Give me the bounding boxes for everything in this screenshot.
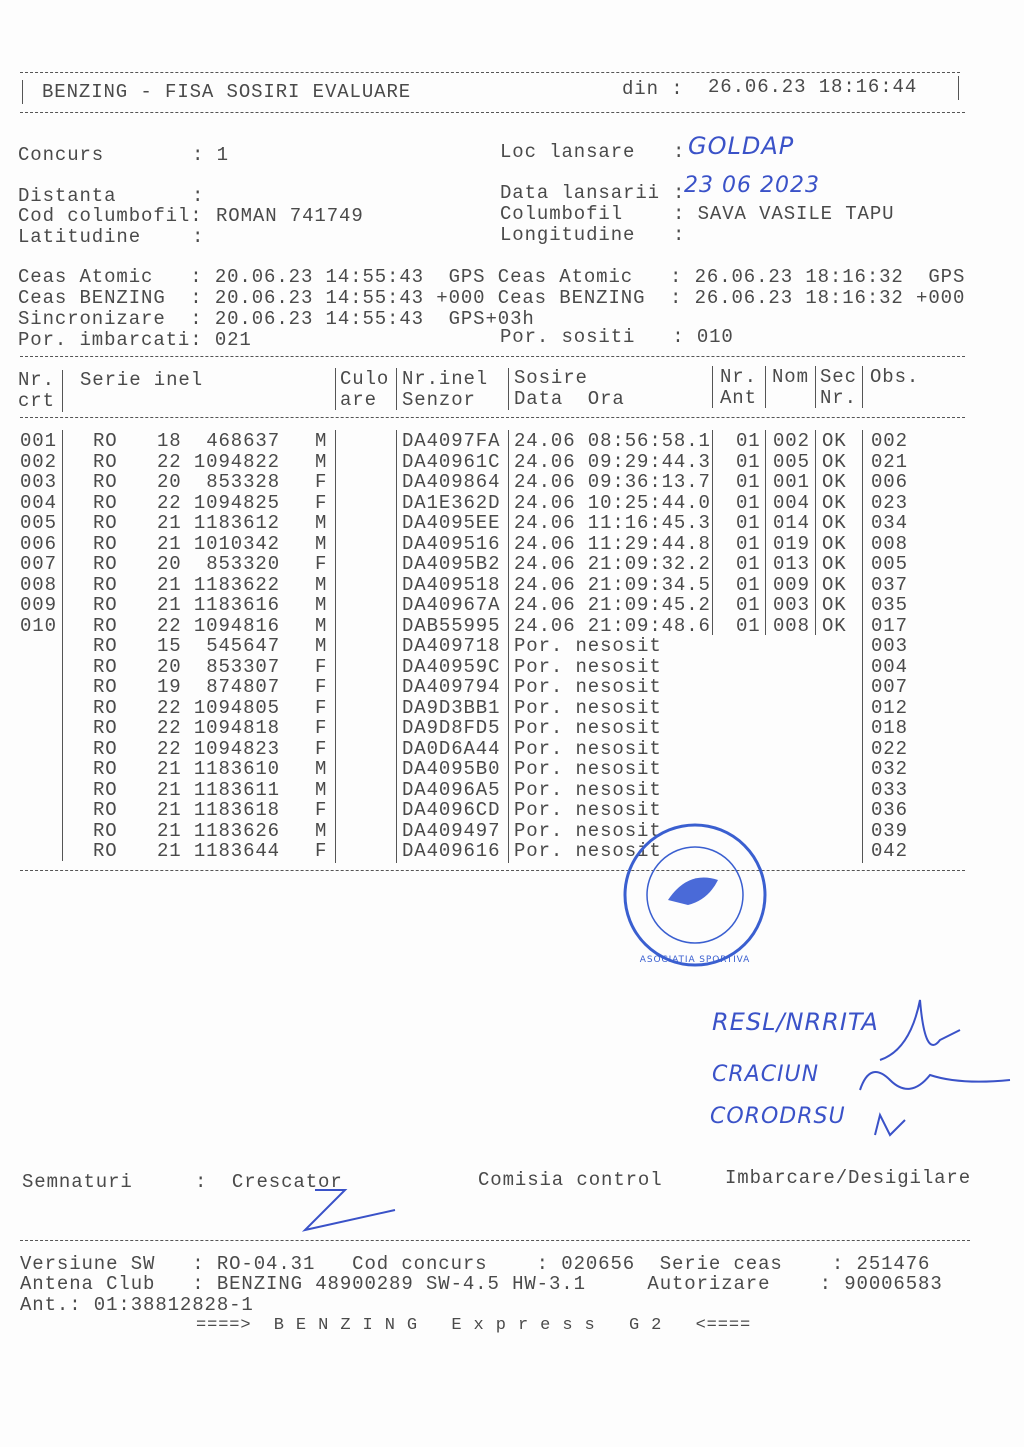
column-divider bbox=[765, 366, 766, 408]
table-cell: RO bbox=[93, 491, 118, 514]
colon: : bbox=[673, 224, 686, 246]
signatures-drawn bbox=[820, 960, 1020, 1160]
table-cell: OK bbox=[822, 614, 847, 637]
table-cell: 1094822 bbox=[193, 450, 280, 473]
table-cell: 24.06 10:25:44.0 bbox=[514, 491, 711, 514]
table-cell: 1094823 bbox=[193, 737, 280, 760]
por-sositi: Por. sositi : 010 bbox=[500, 326, 734, 348]
table-cell: OK bbox=[822, 553, 847, 575]
colon: : bbox=[673, 141, 686, 163]
table-cell: 18 bbox=[157, 430, 182, 452]
table-cell: DA40959C bbox=[402, 655, 501, 678]
header-data-ora: Data Ora bbox=[514, 388, 625, 410]
loc-handwritten: GOLDAP bbox=[688, 132, 795, 160]
table-cell: DA4095EE bbox=[402, 512, 501, 534]
table-cell: DA4097FA bbox=[402, 430, 501, 452]
header-senzor: Senzor bbox=[402, 389, 476, 411]
table-cell: 017 bbox=[871, 614, 908, 637]
column-divider bbox=[765, 430, 766, 635]
table-cell: F bbox=[315, 696, 328, 719]
table-cell: M bbox=[315, 758, 328, 780]
divider bbox=[20, 112, 965, 113]
handwritten-name-2: CRACIUN bbox=[712, 1062, 820, 1087]
footer-line-3: Ant.: 01:38812828-1 bbox=[20, 1294, 254, 1316]
table-cell: Por. nesosit bbox=[514, 840, 662, 862]
table-cell: F bbox=[315, 676, 328, 698]
table-cell: Por. nesosit bbox=[514, 778, 662, 801]
table-cell: F bbox=[315, 737, 328, 760]
table-cell: 1183616 bbox=[193, 594, 280, 616]
table-cell: OK bbox=[822, 471, 847, 493]
column-divider bbox=[712, 430, 713, 635]
table-cell: DA9D8FD5 bbox=[402, 717, 501, 739]
table-cell: 21 bbox=[157, 799, 182, 821]
concurs-label: Concurs bbox=[18, 144, 105, 166]
table-cell: 853307 bbox=[206, 655, 280, 678]
table-cell: 002 bbox=[773, 430, 810, 452]
table-cell: 002 bbox=[20, 450, 57, 473]
table-cell: DA409718 bbox=[402, 635, 501, 657]
comisia-label: Comisia control bbox=[478, 1169, 663, 1191]
table-cell: F bbox=[315, 655, 328, 678]
table-cell: 007 bbox=[20, 553, 57, 575]
colon: : bbox=[192, 226, 205, 248]
table-cell: 21 bbox=[157, 840, 182, 862]
table-cell: 24.06 21:09:45.2 bbox=[514, 594, 711, 616]
table-cell: 22 bbox=[157, 614, 182, 637]
table-cell: 24.06 21:09:34.5 bbox=[514, 573, 711, 596]
table-cell: 023 bbox=[871, 491, 908, 514]
header-nr: Nr. bbox=[18, 369, 55, 391]
table-cell: 24.06 21:09:48.6 bbox=[514, 614, 711, 637]
table-cell: 004 bbox=[20, 491, 57, 514]
table-cell: 1183610 bbox=[193, 758, 280, 780]
table-cell: 853320 bbox=[206, 553, 280, 575]
column-divider bbox=[335, 430, 336, 863]
table-cell: 20 bbox=[157, 471, 182, 493]
table-cell: 021 bbox=[871, 450, 908, 473]
svg-text:ASOCIATIA SPORTIVA: ASOCIATIA SPORTIVA bbox=[639, 955, 751, 965]
table-cell: RO bbox=[93, 532, 118, 555]
header-obs: Obs. bbox=[870, 366, 920, 388]
table-cell: 21 bbox=[157, 594, 182, 616]
por-imbarcati: Por. imbarcati: 021 bbox=[18, 329, 252, 351]
column-divider bbox=[62, 370, 63, 412]
table-cell: 1094825 bbox=[193, 491, 280, 514]
table-cell: 1183612 bbox=[193, 512, 280, 534]
table-cell: Por. nesosit bbox=[514, 799, 662, 821]
columbofil-value: : SAVA VASILE TAPU bbox=[673, 203, 895, 225]
table-cell: 22 bbox=[157, 491, 182, 514]
table-cell: DA409516 bbox=[402, 532, 501, 555]
column-divider bbox=[862, 366, 863, 408]
table-cell: 19 bbox=[157, 676, 182, 698]
table-cell: 004 bbox=[773, 491, 810, 514]
table-cell: 013 bbox=[773, 553, 810, 575]
table-cell: RO bbox=[93, 758, 118, 780]
divider bbox=[20, 417, 965, 418]
table-cell: M bbox=[315, 573, 328, 596]
header-serie: Serie inel bbox=[80, 369, 204, 391]
table-cell: OK bbox=[822, 450, 847, 473]
table-cell: 003 bbox=[871, 635, 908, 657]
column-divider bbox=[862, 430, 863, 863]
column-divider bbox=[815, 366, 816, 408]
header-sec: Sec bbox=[820, 366, 857, 388]
header-nr-inel: Nr.inel bbox=[402, 368, 489, 390]
table-cell: 012 bbox=[871, 696, 908, 719]
clock-line-1: Ceas Atomic : 20.06.23 14:55:43 GPS Ceas Atomic : 26.06.23 18:16:32 GPS bbox=[18, 266, 966, 288]
concurs-value: : 1 bbox=[192, 144, 229, 166]
column-divider bbox=[396, 368, 397, 410]
table-cell: 545647 bbox=[206, 635, 280, 657]
divider bbox=[958, 76, 959, 100]
footer-brand: ====> B E N Z I N G E x p r e s s G 2 <==== bbox=[196, 1316, 752, 1335]
long-label: Longitudine bbox=[500, 224, 636, 246]
table-cell: DA1E362D bbox=[402, 491, 501, 514]
table-cell: 22 bbox=[157, 696, 182, 719]
divider bbox=[20, 870, 965, 871]
table-cell: Por. nesosit bbox=[514, 696, 662, 719]
table-cell: RO bbox=[93, 471, 118, 493]
columbofil-label: Columbofil bbox=[500, 203, 624, 225]
table-cell: 24.06 21:09:32.2 bbox=[514, 553, 711, 575]
table-cell: 001 bbox=[773, 471, 810, 493]
table-cell: RO bbox=[93, 430, 118, 452]
table-cell: DA4095B2 bbox=[402, 553, 501, 575]
table-cell: DA409864 bbox=[402, 471, 501, 493]
table-cell: RO bbox=[93, 799, 118, 821]
table-cell: 034 bbox=[871, 512, 908, 534]
table-cell: RO bbox=[93, 594, 118, 616]
table-cell: 008 bbox=[871, 532, 908, 555]
table-cell: 009 bbox=[20, 594, 57, 616]
handwritten-name-1: RESL/NRRITA bbox=[712, 1008, 879, 1036]
table-cell: RO bbox=[93, 840, 118, 862]
table-cell: RO bbox=[93, 512, 118, 534]
cod-label: Cod columbofil: bbox=[18, 205, 203, 227]
table-cell: 032 bbox=[871, 758, 908, 780]
table-cell: 21 bbox=[157, 819, 182, 842]
table-cell: 1094805 bbox=[193, 696, 280, 719]
table-cell: 1094818 bbox=[193, 717, 280, 739]
table-cell: F bbox=[315, 840, 328, 862]
table-cell: 22 bbox=[157, 717, 182, 739]
header-nom: Nom bbox=[772, 366, 809, 388]
header-culoare: Culo bbox=[340, 368, 390, 390]
table-cell: OK bbox=[822, 573, 847, 596]
column-divider bbox=[62, 430, 63, 635]
loc-label: Loc lansare bbox=[500, 141, 636, 163]
table-cell: 01 bbox=[736, 532, 761, 555]
table-cell: F bbox=[315, 491, 328, 514]
table-cell: 1183622 bbox=[193, 573, 280, 596]
table-cell: 008 bbox=[773, 614, 810, 637]
table-cell: 22 bbox=[157, 737, 182, 760]
table-cell: 1183644 bbox=[193, 840, 280, 862]
column-divider bbox=[396, 430, 397, 863]
table-cell: RO bbox=[93, 778, 118, 801]
table-cell: OK bbox=[822, 430, 847, 452]
column-divider bbox=[62, 635, 63, 861]
handwritten-name-3: CORODRSU bbox=[710, 1104, 846, 1129]
table-cell: 1094816 bbox=[193, 614, 280, 637]
column-divider bbox=[335, 368, 336, 410]
footer-line-1: Versiune SW : RO-04.31 Cod concurs : 020656 Serie ceas : 251476 bbox=[20, 1253, 931, 1275]
table-cell: 21 bbox=[157, 532, 182, 555]
table-cell: RO bbox=[93, 737, 118, 760]
table-cell: 24.06 11:29:44.8 bbox=[514, 532, 711, 555]
table-cell: 003 bbox=[773, 594, 810, 616]
table-cell: 01 bbox=[736, 614, 761, 637]
table-cell: M bbox=[315, 594, 328, 616]
table-cell: 01 bbox=[736, 491, 761, 514]
divider bbox=[20, 356, 965, 357]
table-cell: 24.06 09:36:13.7 bbox=[514, 471, 711, 493]
table-cell: DA4096CD bbox=[402, 799, 501, 821]
table-cell: RO bbox=[93, 635, 118, 657]
table-cell: 035 bbox=[871, 594, 908, 616]
table-cell: 21 bbox=[157, 512, 182, 534]
clock-line-2: Ceas BENZING : 20.06.23 14:55:43 +000 Ceas BENZING : 26.06.23 18:16:32 +000 bbox=[18, 287, 966, 309]
table-cell: OK bbox=[822, 512, 847, 534]
table-cell: M bbox=[315, 450, 328, 473]
column-divider bbox=[712, 366, 713, 408]
table-cell: DA40961C bbox=[402, 450, 501, 473]
column-divider bbox=[815, 430, 816, 635]
table-cell: 24.06 09:29:44.3 bbox=[514, 450, 711, 473]
column-divider bbox=[508, 368, 509, 410]
table-cell: Por. nesosit bbox=[514, 655, 662, 678]
table-cell: 01 bbox=[736, 573, 761, 596]
concurs-number: 1 bbox=[216, 144, 229, 166]
table-cell: F bbox=[315, 471, 328, 493]
semnaturi-label: Semnaturi bbox=[22, 1171, 133, 1193]
header-culoare-2: are bbox=[340, 389, 377, 411]
divider bbox=[20, 72, 960, 73]
table-cell: RO bbox=[93, 819, 118, 842]
table-cell: M bbox=[315, 532, 328, 555]
table-cell: Por. nesosit bbox=[514, 717, 662, 739]
table-cell: M bbox=[315, 819, 328, 842]
table-cell: Por. nesosit bbox=[514, 676, 662, 698]
table-cell: M bbox=[315, 512, 328, 534]
table-cell: OK bbox=[822, 532, 847, 555]
table-cell: DAB55995 bbox=[402, 614, 501, 637]
header-crt: crt bbox=[18, 390, 55, 412]
document-title: BENZING - FISA SOSIRI EVALUARE bbox=[42, 81, 412, 103]
table-cell: 039 bbox=[871, 819, 908, 842]
table-cell: DA4095B0 bbox=[402, 758, 501, 780]
colon: : bbox=[192, 185, 205, 207]
table-cell: 1183611 bbox=[193, 778, 280, 801]
table-cell: 008 bbox=[20, 573, 57, 596]
table-cell: DA409794 bbox=[402, 676, 501, 698]
table-cell: 01 bbox=[736, 450, 761, 473]
table-cell: 24.06 11:16:45.3 bbox=[514, 512, 711, 534]
table-cell: RO bbox=[93, 553, 118, 575]
table-cell: 001 bbox=[20, 430, 57, 452]
table-cell: 1010342 bbox=[193, 532, 280, 555]
imbarcare-label: Imbarcare/Desigilare bbox=[725, 1167, 972, 1189]
table-cell: 005 bbox=[773, 450, 810, 473]
data-lansarii-handwritten: 23 06 2023 bbox=[684, 173, 820, 198]
data-lansarii-label: Data lansarii bbox=[500, 182, 660, 204]
clock-line-3: Sincronizare : 20.06.23 14:55:43 GPS+03h bbox=[18, 308, 535, 330]
table-cell: 036 bbox=[871, 799, 908, 821]
table-cell: 005 bbox=[871, 553, 908, 575]
table-cell: 22 bbox=[157, 450, 182, 473]
table-cell: 018 bbox=[871, 717, 908, 739]
header-nr-ant: Nr. bbox=[720, 366, 757, 388]
table-cell: F bbox=[315, 799, 328, 821]
table-cell: 002 bbox=[871, 430, 908, 452]
table-cell: F bbox=[315, 717, 328, 739]
table-cell: 24.06 08:56:58.1 bbox=[514, 430, 711, 452]
table-cell: 01 bbox=[736, 553, 761, 575]
table-cell: 006 bbox=[871, 471, 908, 493]
table-cell: 20 bbox=[157, 553, 182, 575]
table-cell: OK bbox=[822, 491, 847, 514]
columbofil-name: SAVA VASILE TAPU bbox=[697, 203, 895, 225]
table-cell: Por. nesosit bbox=[514, 819, 662, 842]
table-cell: 003 bbox=[20, 471, 57, 493]
print-date: 26.06.23 18:16:44 bbox=[708, 76, 918, 98]
table-cell: 468637 bbox=[206, 430, 280, 452]
table-cell: 005 bbox=[20, 512, 57, 534]
footer-line-2: Antena Club : BENZING 48900289 SW-4.5 HW-3.1 Autorizare : 90006583 bbox=[20, 1273, 943, 1295]
table-cell: 21 bbox=[157, 573, 182, 596]
lat-label: Latitudine bbox=[18, 226, 142, 248]
table-cell: DA4096A5 bbox=[402, 778, 501, 801]
table-cell: DA40967A bbox=[402, 594, 501, 616]
table-cell: 21 bbox=[157, 758, 182, 780]
table-cell: M bbox=[315, 430, 328, 452]
table-cell: 01 bbox=[736, 471, 761, 493]
colon: : bbox=[673, 182, 686, 204]
table-cell: 033 bbox=[871, 778, 908, 801]
table-cell: M bbox=[315, 778, 328, 801]
table-cell: DA9D3BB1 bbox=[402, 696, 501, 719]
table-cell: 004 bbox=[871, 655, 908, 678]
table-cell: Por. nesosit bbox=[514, 737, 662, 760]
table-cell: M bbox=[315, 635, 328, 657]
date-label: din : bbox=[622, 78, 684, 100]
table-cell: 21 bbox=[157, 778, 182, 801]
table-cell: 20 bbox=[157, 655, 182, 678]
divider bbox=[22, 80, 23, 104]
header-sosire: Sosire bbox=[514, 367, 588, 389]
club-stamp bbox=[618, 820, 773, 970]
header-sec-nr: Nr. bbox=[820, 387, 857, 409]
table-cell: RO bbox=[93, 655, 118, 678]
table-cell: RO bbox=[93, 450, 118, 473]
table-cell: 01 bbox=[736, 430, 761, 452]
table-cell: 006 bbox=[20, 532, 57, 555]
table-cell: RO bbox=[93, 696, 118, 719]
table-cell: 15 bbox=[157, 635, 182, 657]
table-cell: Por. nesosit bbox=[514, 635, 662, 657]
table-cell: 874807 bbox=[206, 676, 280, 698]
column-divider bbox=[508, 430, 509, 863]
table-cell: F bbox=[315, 553, 328, 575]
table-cell: 014 bbox=[773, 512, 810, 534]
divider bbox=[20, 1240, 970, 1241]
table-cell: RO bbox=[93, 573, 118, 596]
table-cell: 01 bbox=[736, 594, 761, 616]
table-cell: 010 bbox=[20, 614, 57, 637]
table-cell: 019 bbox=[773, 532, 810, 555]
table-cell: 853328 bbox=[206, 471, 280, 493]
header-ant: Ant bbox=[720, 387, 757, 409]
table-cell: DA409497 bbox=[402, 819, 501, 842]
table-cell: DA0D6A44 bbox=[402, 737, 501, 760]
table-cell: 037 bbox=[871, 573, 908, 596]
table-cell: RO bbox=[93, 676, 118, 698]
table-cell: RO bbox=[93, 614, 118, 637]
table-cell: OK bbox=[822, 594, 847, 616]
table-cell: M bbox=[315, 614, 328, 637]
table-cell: DA409616 bbox=[402, 840, 501, 862]
cod-value: ROMAN 741749 bbox=[216, 205, 364, 227]
crescator-label: : Crescator bbox=[195, 1171, 343, 1193]
table-cell: 022 bbox=[871, 737, 908, 760]
table-cell: 007 bbox=[871, 676, 908, 698]
table-cell: Por. nesosit bbox=[514, 758, 662, 780]
table-cell: RO bbox=[93, 717, 118, 739]
table-cell: 009 bbox=[773, 573, 810, 596]
table-cell: 01 bbox=[736, 512, 761, 534]
table-cell: 042 bbox=[871, 840, 908, 862]
table-cell: 1183626 bbox=[193, 819, 280, 842]
table-cell: 1183618 bbox=[193, 799, 280, 821]
table-cell: DA409518 bbox=[402, 573, 501, 596]
distanta-label: Distanta bbox=[18, 185, 117, 207]
